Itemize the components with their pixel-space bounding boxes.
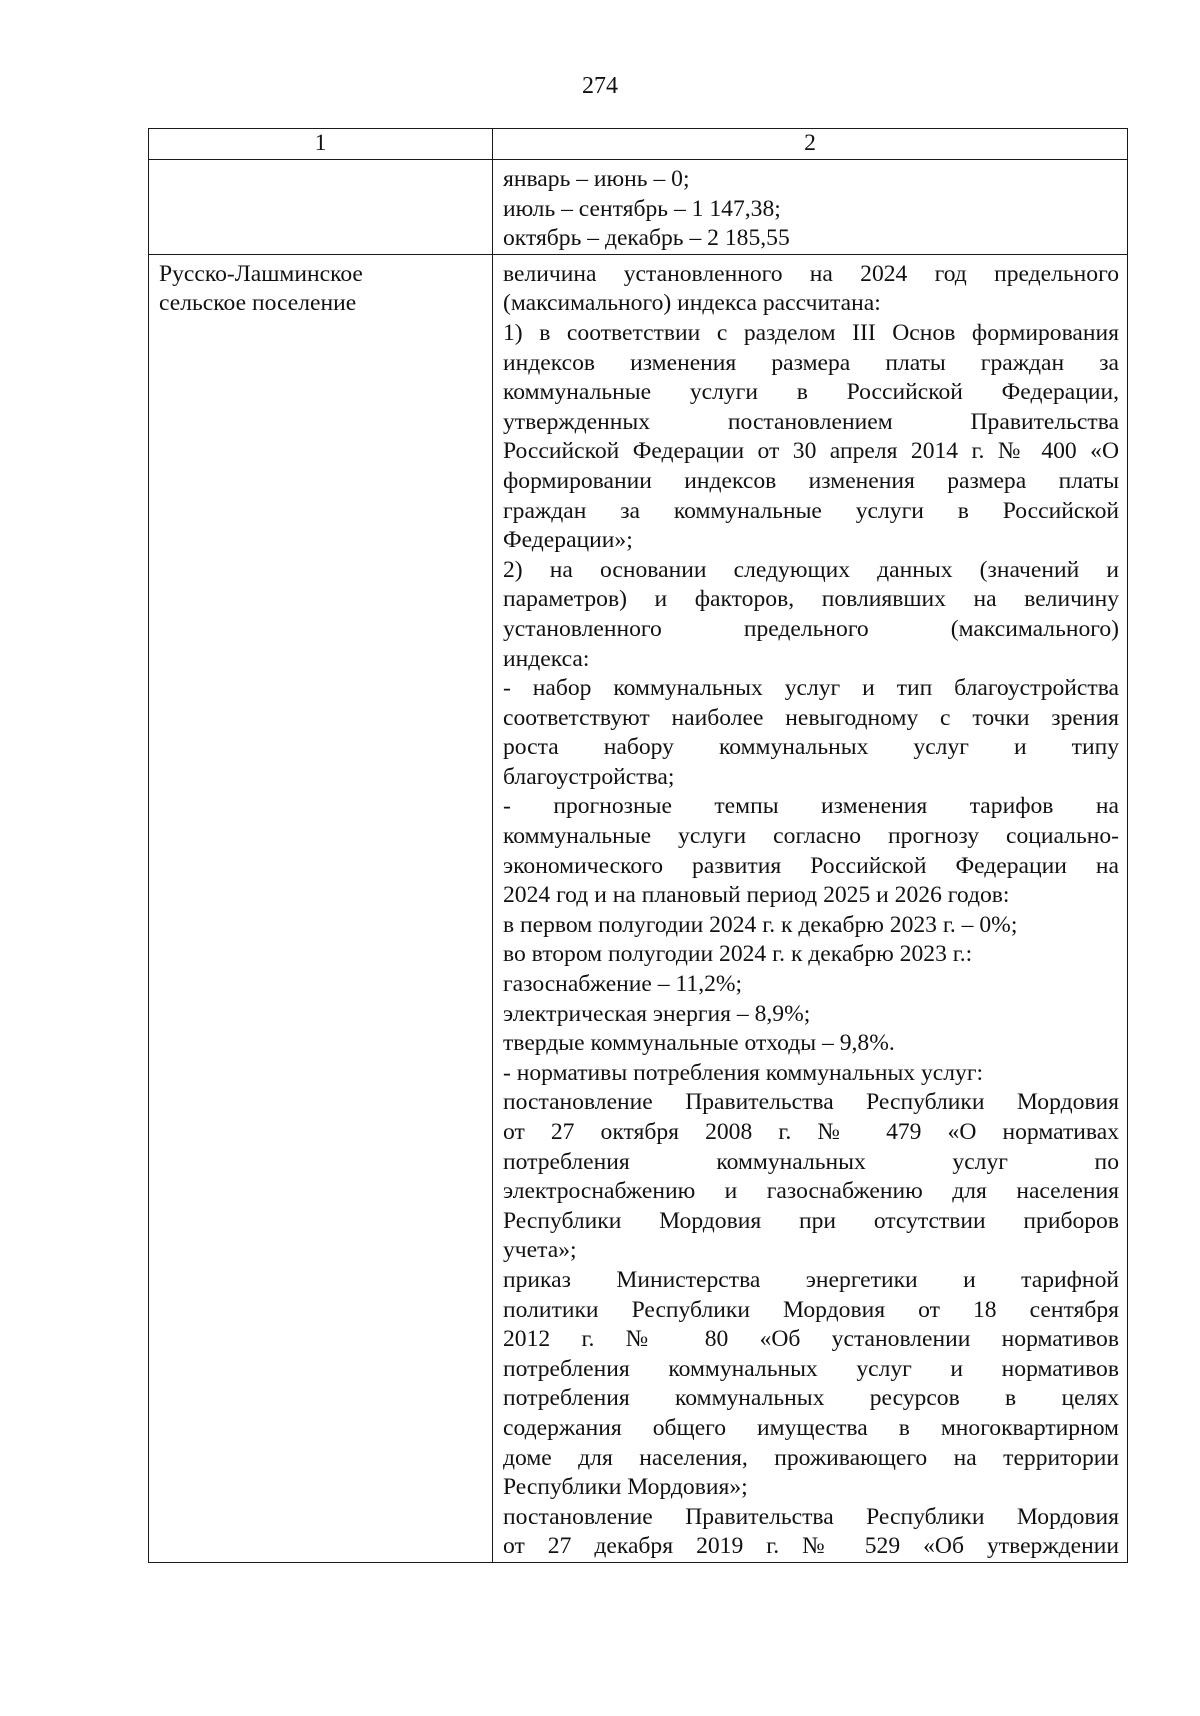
text-line: индекса: [503,645,590,672]
document-table [148,128,1128,1563]
text-line: июль – сентябрь – 1 147,38; [503,195,781,222]
text-line: потребления коммунальных ресурсов в целях [503,1385,1119,1412]
table-row [149,160,1128,255]
text-line: формировании индексов изменения размера платы [503,467,1119,494]
page-number: 274 [582,73,618,99]
text-line: величина установленного на 2024 год предельного [503,260,1119,287]
text-line: в первом полугодии 2024 г. к декабрю 2023 г. – 0%; [503,911,1018,938]
text-line: - прогнозные темпы изменения тарифов на [503,793,1119,820]
column-header-2: 2 [493,129,1128,160]
text-line: коммунальные услуги в Российской Федерации, [503,379,1119,406]
table-header-row [149,129,1128,160]
text-line: экономического развития Российской Федерации на [503,852,1119,879]
column-header-1: 1 [149,129,493,160]
text-line: газоснабжение – 11,2%; [503,971,743,998]
text-line: роста набору коммунальных услуг и типу [503,734,1119,761]
text-line: (максимального) индекса рассчитана: [503,290,881,317]
text-line: приказ Министерства энергетики и тарифной [503,1266,1119,1293]
text-line: параметров) и факторов, повлиявших на величину [503,586,1119,613]
table-row [149,254,1128,1562]
text-line: благоустройства; [503,763,675,790]
text-line: индексов изменения размера платы граждан за [503,349,1119,376]
text-line: октябрь – декабрь – 2 185,55 [503,225,790,252]
text-line: 2) на основании следующих данных (значений и [503,556,1119,583]
text-line: - нормативы потребления коммунальных услуг: [503,1059,984,1086]
text-line: граждан за коммунальные услуги в Российской [503,497,1119,524]
text-line: - набор коммунальных услуг и тип благоустройства [503,675,1119,702]
text-line: учета»; [503,1237,577,1264]
text-line: доме для населения, проживающего на территории [503,1444,1119,1471]
text-line: установленного предельного (максимального) [503,615,1119,642]
text-line: Российской Федерации от 30 апреля 2014 г. № 400 «О [503,438,1119,465]
text-line: утвержденных постановлением Правительства [503,408,1119,435]
text-line: соответствуют наиболее невыгодному с точки зрения [503,704,1119,731]
text-line: 2024 год и на плановый период 2025 и 2026 годов: [503,882,1010,909]
text-line: электрическая энергия – 8,9%; [503,1000,811,1027]
text-line: политики Республики Мордовия от 18 сентября [503,1296,1119,1323]
text-line: Федерации»; [503,527,633,554]
text-line: твердые коммунальные отходы – 9,8%. [503,1030,895,1057]
text-line: от 27 октября 2008 г. № 479 «О нормативах [503,1119,1119,1145]
row1-col2-cell [493,160,1128,255]
text-line: постановление Правительства Республики Мордовия [503,1089,1119,1116]
text-line: Русско-Лашминское [159,260,363,287]
text-line: Республики Мордовия»; [503,1474,748,1501]
municipality-name-cell [149,254,493,1562]
text-line: во втором полугодии 2024 г. к декабрю 2023 г.: [503,941,973,968]
text-line: постановление Правительства Республики Мордовия [503,1503,1119,1530]
text-line: Республики Мордовия при отсутствии приборов [503,1207,1119,1234]
text-line: электроснабжению и газоснабжению для населения [503,1178,1119,1205]
text-line: потребления коммунальных услуг по [503,1148,1119,1175]
text-line: содержания общего имущества в многоквартирном [503,1414,1119,1441]
text-line: январь – июнь – 0; [503,166,690,192]
index-description-cell [493,254,1128,1562]
row1-col1-cell [149,160,493,255]
text-line: 1) в соответствии с разделом III Основ формирования [503,319,1119,346]
text-line: от 27 декабря 2019 г. № 529 «Об утверждении [503,1533,1119,1560]
text-line: потребления коммунальных услуг и нормативов [503,1355,1119,1382]
text-line: коммунальные услуги согласно прогнозу социально- [503,823,1119,850]
text-line: 2012 г. № 80 «Об установлении нормативов [503,1326,1119,1353]
text-line: сельское поселение [159,290,357,317]
